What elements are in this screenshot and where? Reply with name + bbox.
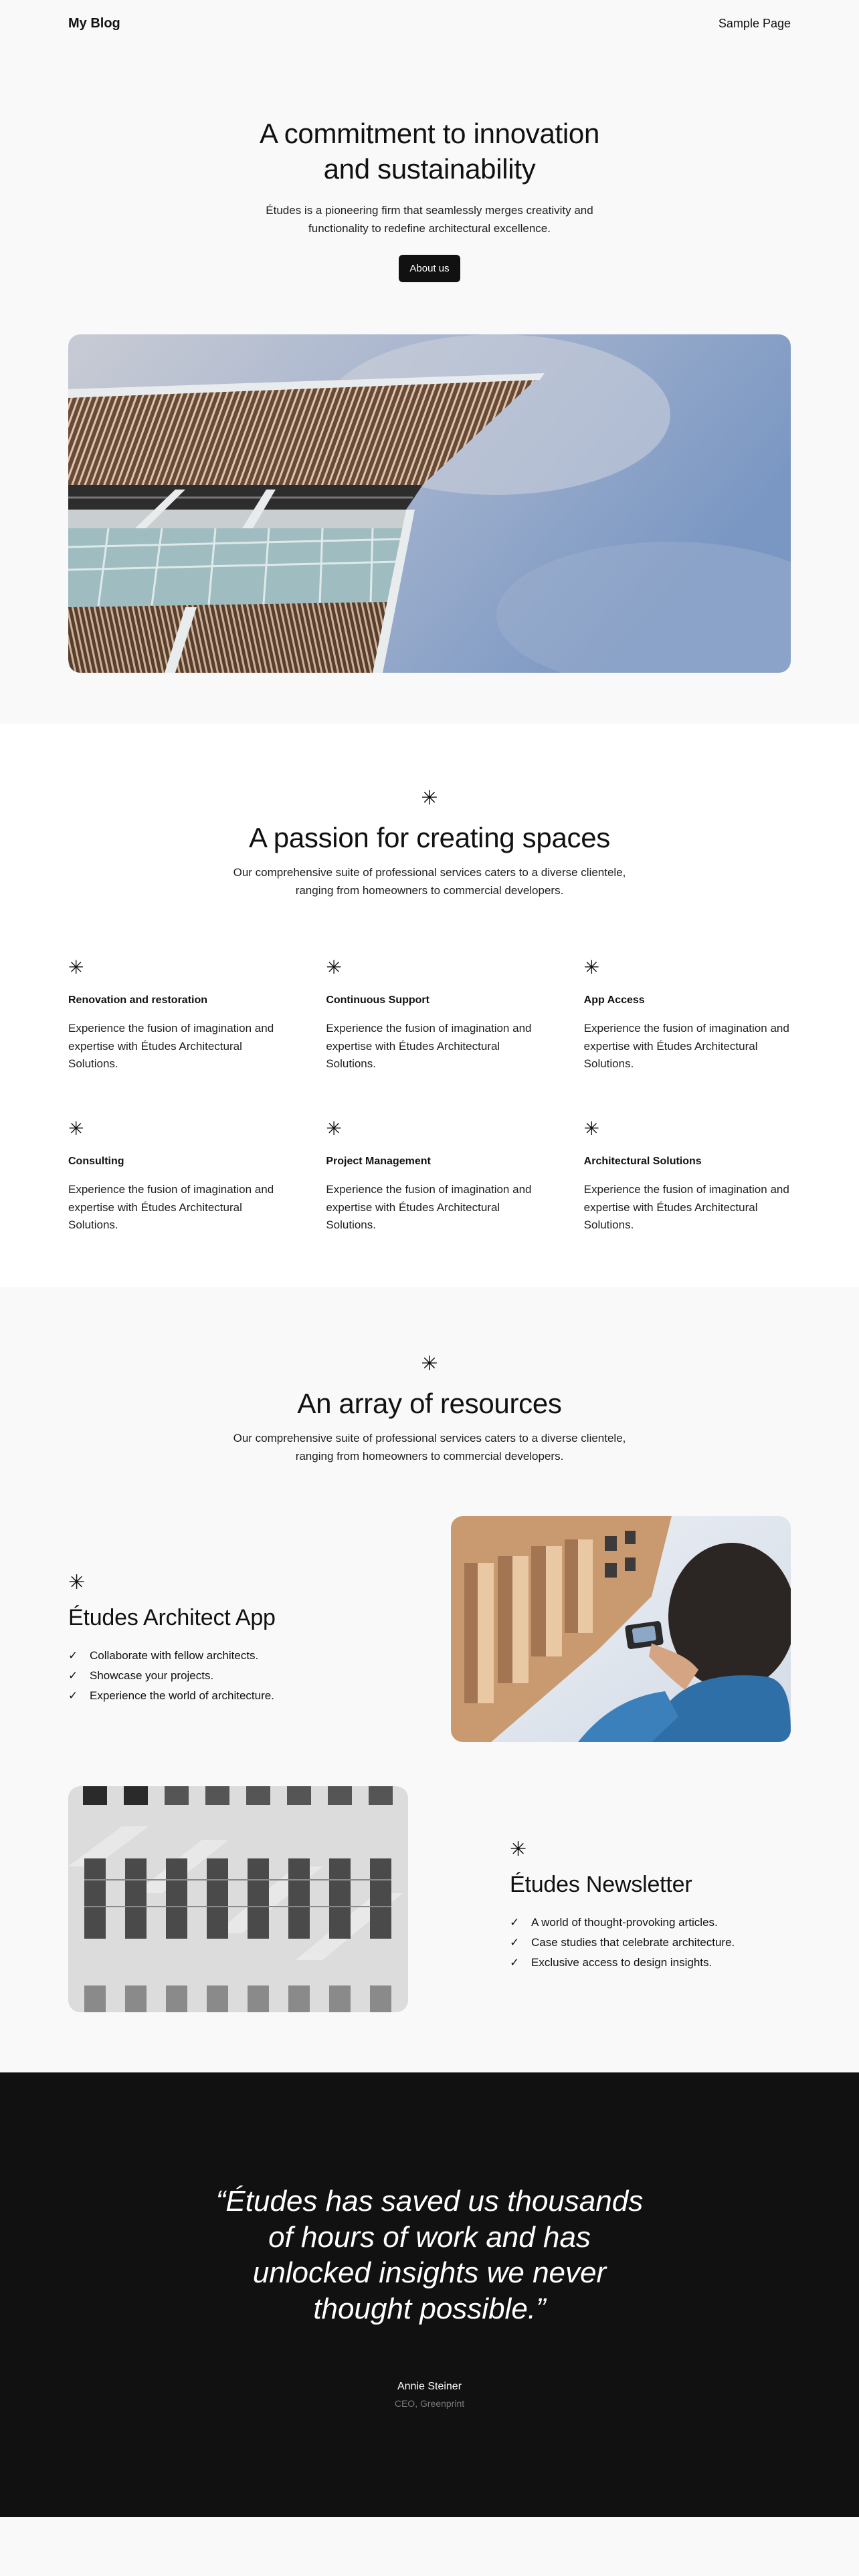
hero-title: A commitment to innovation and sustainability — [259, 118, 600, 185]
check-icon: ✓ — [68, 1649, 78, 1662]
service-title: Consulting — [68, 1156, 124, 1168]
services-title: A passion for creating spaces — [249, 822, 610, 853]
service-title: Renovation and restoration — [68, 994, 208, 1006]
service-text: Experience the fusion of imagination and expertise with Études Architectural Solutions. — [68, 1183, 274, 1232]
check-icon: ✓ — [510, 1955, 520, 1969]
primary-nav — [719, 17, 791, 31]
resource-app-title: Études Architect App — [68, 1605, 276, 1631]
check-icon: ✓ — [68, 1669, 78, 1682]
services-section — [0, 724, 859, 1287]
facade-illustration — [68, 1786, 408, 2012]
service-title: Project Management — [326, 1156, 431, 1168]
list-item: ✓ Collaborate with fellow architects. — [68, 1646, 276, 1666]
services-grid — [68, 958, 791, 1234]
service-card — [584, 958, 791, 1073]
testimonial-author-name: Annie Steiner — [397, 2380, 462, 2392]
service-card — [584, 1119, 791, 1234]
service-title: Continuous Support — [326, 994, 430, 1006]
service-title: App Access — [583, 994, 645, 1006]
service-text: Experience the fusion of imagination and expertise with Études Architectural Solutions. — [583, 1022, 789, 1071]
service-card — [68, 958, 275, 1073]
list-item: ✓ A world of thought-provoking articles. — [510, 1913, 791, 1933]
resources-title: An array of resources — [297, 1388, 562, 1419]
asterisk-icon: ✳ — [326, 1118, 342, 1140]
list-item: ✓ Case studies that celebrate architecture. — [510, 1933, 791, 1953]
nav-link-sample-page[interactable]: Sample Page — [718, 16, 791, 30]
about-us-button[interactable]: About us — [399, 255, 460, 282]
asterisk-icon: ✳ — [510, 1838, 527, 1861]
resource-newsletter-text — [510, 1840, 791, 1972]
service-card — [68, 1119, 275, 1234]
hero-description: Études is a pioneering firm that seamlessly merges creativity and functionality to redefine architectural excellence. — [266, 204, 593, 235]
resource-newsletter-title: Études Newsletter — [510, 1872, 692, 1898]
service-card — [326, 958, 533, 1073]
resource-newsletter-list — [510, 1913, 791, 1972]
asterisk-icon: ✳ — [583, 957, 600, 978]
resource-row-newsletter — [68, 1786, 791, 2012]
asterisk-icon: ✳ — [68, 1572, 86, 1594]
site-header — [68, 0, 791, 47]
site-title-link[interactable]: My Blog — [68, 15, 120, 31]
resources-description: Our comprehensive suite of professional services caters to a diverse clientele, ranging from homeowners to commercial developers. — [233, 1432, 626, 1463]
resource-row-app — [68, 1516, 791, 1742]
check-icon: ✓ — [68, 1689, 78, 1702]
person-photographing-building-image — [451, 1516, 791, 1742]
services-description: Our comprehensive suite of professional services caters to a diverse clientele, ranging from homeowners to commercial developers. — [233, 866, 626, 897]
check-icon: ✓ — [510, 1916, 520, 1929]
list-item: ✓ Showcase your projects. — [68, 1666, 276, 1686]
service-card — [326, 1119, 533, 1234]
resources-section — [0, 1287, 859, 2072]
list-item: ✓ Exclusive access to design insights. — [510, 1953, 791, 1973]
asterisk-icon: ✳ — [68, 957, 84, 978]
building-windows-image — [68, 1786, 408, 2012]
check-icon: ✓ — [510, 1936, 520, 1949]
asterisk-icon: ✳ — [326, 957, 342, 978]
asterisk-icon: ✳ — [421, 1353, 438, 1375]
testimonial-author-role: CEO, Greenprint — [394, 2397, 465, 2409]
testimonial-section — [0, 2072, 859, 2517]
testimonial-quote: “Études has saved us thousands of hours of work and has unlocked insights we never thought possible.” — [215, 2185, 644, 2326]
service-text: Experience the fusion of imagination and expertise with Études Architectural Solutions. — [68, 1022, 274, 1071]
resource-app-text — [68, 1573, 276, 1705]
asterisk-icon: ✳ — [68, 1118, 84, 1140]
hero-section — [0, 47, 859, 673]
hero-building-image — [68, 334, 791, 673]
resource-app-list — [68, 1646, 276, 1705]
building-canopy-illustration — [68, 334, 791, 673]
asterisk-icon: ✳ — [421, 787, 438, 809]
service-text: Experience the fusion of imagination and expertise with Études Architectural Solutions. — [326, 1022, 532, 1071]
asterisk-icon: ✳ — [583, 1118, 600, 1140]
list-item: ✓ Experience the world of architecture. — [68, 1686, 276, 1706]
service-text: Experience the fusion of imagination and expertise with Études Architectural Solutions. — [583, 1183, 789, 1232]
service-title: Architectural Solutions — [583, 1156, 702, 1168]
service-text: Experience the fusion of imagination and expertise with Études Architectural Solutions. — [326, 1183, 532, 1232]
photo-illustration — [451, 1516, 791, 1742]
